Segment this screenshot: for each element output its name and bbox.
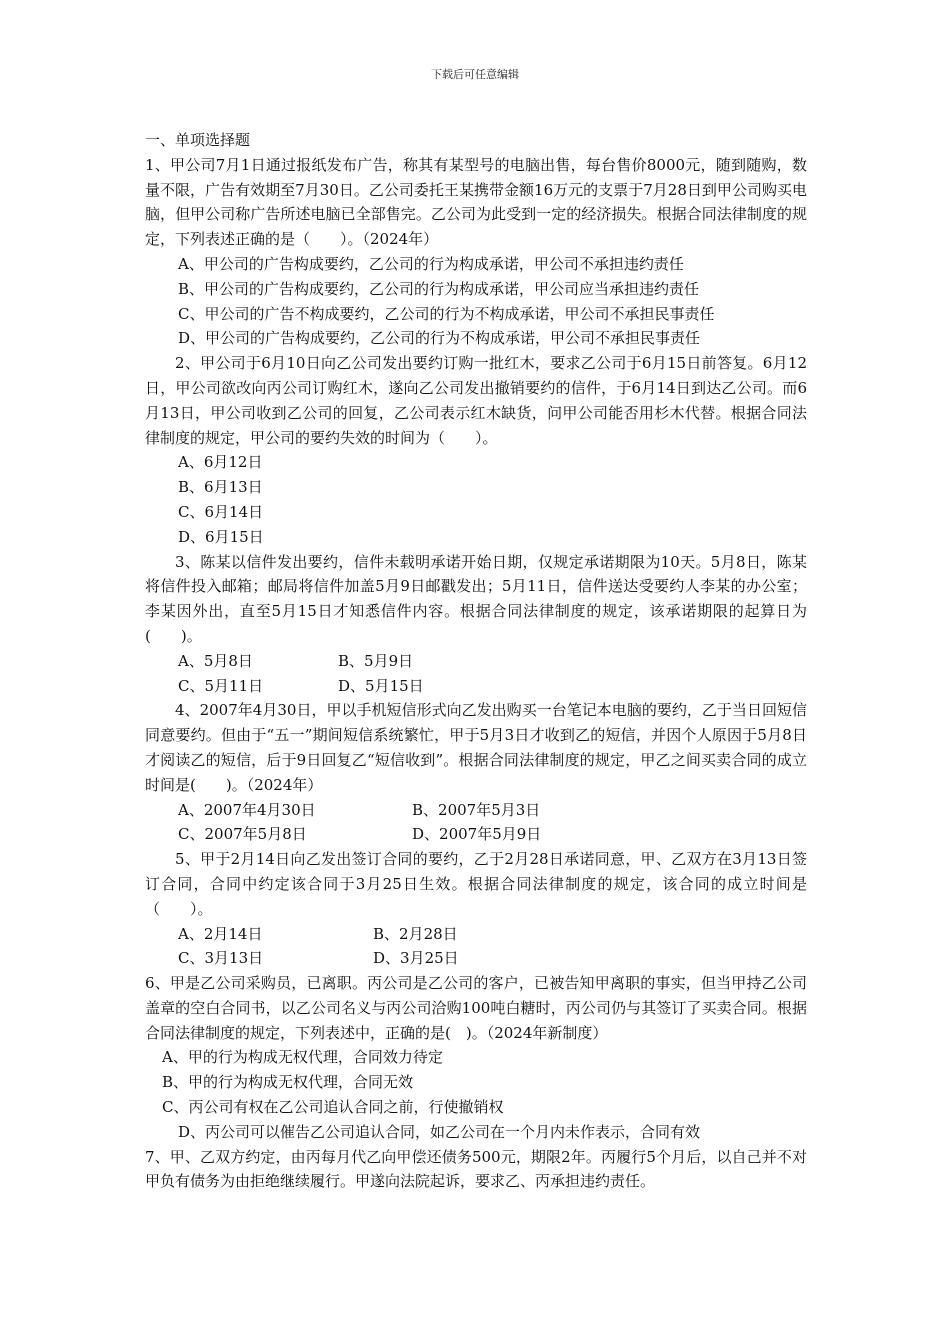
- question-5-option-b: B、2月28日: [373, 924, 458, 943]
- question-7-stem: 7、甲、乙双方约定，由丙每月代乙向甲偿还债务500元，期限2年。丙履行5个月后，以自己并不对甲负有债务为由拒绝继续履行。甲遂向法院起诉，要求乙、丙承担违约责任。: [145, 1147, 807, 1191]
- page-header: 下载后可任意编辑: [431, 68, 519, 81]
- question-3-options-row-2: [145, 674, 807, 699]
- question-6-option-d: D、丙公司可以催告乙公司追认合同，如乙公司在一个月内未作表示，合同有效: [178, 1122, 701, 1141]
- question-4-options-row-2: [145, 822, 807, 847]
- question-4-stem: 4、2007年4月30日，甲以手机短信形式向乙发出购买一台笔记本电脑的要约，乙于当日回短信同意要约。但由于“五一”期间短信系统繁忙，甲于5月3日才收到乙的短信，并因个人原因于5月8日才阅读乙的短信，后于9日回复乙“短信收到”。根据合同法律制度的规定，甲乙之间买卖合同的成立时间是( )。（2024年）: [145, 701, 807, 794]
- question-5-options-row-1: [145, 922, 807, 947]
- question-6-option-c: C、丙公司有权在乙公司追认合同之前，行使撤销权: [162, 1098, 504, 1117]
- document-body: [145, 128, 807, 1194]
- question-5-options-row-2: [145, 946, 807, 971]
- question-1-option-d: D、甲公司的广告构成要约，乙公司的行为不构成承诺，甲公司不承担民事责任: [178, 329, 701, 348]
- question-4-options-row-1: [145, 798, 807, 823]
- question-5-stem: 5、甲于2月14日向乙发出签订合同的要约，乙于2月28日承诺同意，甲、乙双方在3月13日签订合同，合同中约定该合同于3月25日生效。根据合同法律制度的规定，该合同的成立时间是（ ）。: [145, 850, 807, 918]
- question-2-option-c: C、6月14日: [178, 502, 264, 521]
- section-title: 一、单项选择题: [145, 131, 251, 149]
- question-4-option-c: C、2007年5月8日: [178, 825, 307, 844]
- question-5-option-a: A、2月14日: [178, 924, 263, 943]
- question-4-option-a: A、2007年4月30日: [178, 800, 316, 819]
- question-2-stem: 2、甲公司于6月10日向乙公司发出要约订购一批红木，要求乙公司于6月15日前答复。6月12日，甲公司欲改向丙公司订购红木，遂向乙公司发出撤销要约的信件，于6月14日到达乙公司。而6月13日，甲公司收到乙公司的回复，乙公司表示红木缺货，问甲公司能否用杉木代替。根据合同法律制度的规定，甲公司的要约失效的时间为（ ）。: [145, 354, 807, 447]
- question-6-option-a: A、甲的行为构成无权代理，合同效力待定: [162, 1048, 443, 1067]
- question-5-option-d: D、3月25日: [373, 949, 459, 968]
- question-1-option-b: B、甲公司的广告构成要约，乙公司的行为构成承诺，甲公司应当承担违约责任: [178, 279, 700, 298]
- question-2-option-d: D、6月15日: [178, 527, 264, 546]
- question-5-option-c: C、3月13日: [178, 949, 264, 968]
- question-6-stem: 6、甲是乙公司采购员，已离职。丙公司是乙公司的客户，已被告知甲离职的事实，但当甲持乙公司盖章的空白合同书，以乙公司名义与丙公司洽购100吨白糖时，丙公司仍与其签订了买卖合同。根据合同法律制度的规定，下列表述中，正确的是( )。（2024年新制度）: [145, 974, 807, 1042]
- question-1-option-a: A、甲公司的广告构成要约，乙公司的行为构成承诺，甲公司不承担违约责任: [178, 254, 684, 273]
- question-3-stem: 3、陈某以信件发出要约，信件未载明承诺开始日期，仅规定承诺期限为10天。5月8日，陈某将信件投入邮箱；邮局将信件加盖5月9日邮戳发出；5月11日，信件送达受要约人李某的办公室；李某因外出，直至5月15日才知悉信件内容。根据合同法律制度的规定，该承诺期限的起算日为( )。: [145, 552, 807, 645]
- question-3-option-c: C、5月11日: [178, 676, 264, 695]
- question-4-option-b: B、2007年5月3日: [412, 800, 541, 819]
- question-3-option-b: B、5月9日: [338, 651, 414, 670]
- question-6-option-b: B、甲的行为构成无权代理，合同无效: [162, 1073, 414, 1092]
- question-2-option-a: A、6月12日: [178, 453, 263, 472]
- question-1-option-c: C、甲公司的广告不构成要约，乙公司的行为不构成承诺，甲公司不承担民事责任: [178, 304, 715, 323]
- question-3-option-d: D、5月15日: [338, 676, 424, 695]
- question-3-option-a: A、5月8日: [178, 651, 253, 670]
- question-2-option-b: B、6月13日: [178, 478, 263, 497]
- question-4-option-d: D、2007年5月9日: [412, 825, 542, 844]
- question-1-stem: 1、甲公司7月1日通过报纸发布广告，称其有某型号的电脑出售，每台售价8000元，随到随购，数量不限，广告有效期至7月30日。乙公司委托王某携带金额16万元的支票于7月28日到甲公司购买电脑，但甲公司称广告所述电脑已全部售完。乙公司为此受到一定的经济损失。根据合同法律制度的规定，下列表述正确的是（ ）。（2024年）: [145, 155, 807, 249]
- question-3-options-row-1: [145, 649, 807, 674]
